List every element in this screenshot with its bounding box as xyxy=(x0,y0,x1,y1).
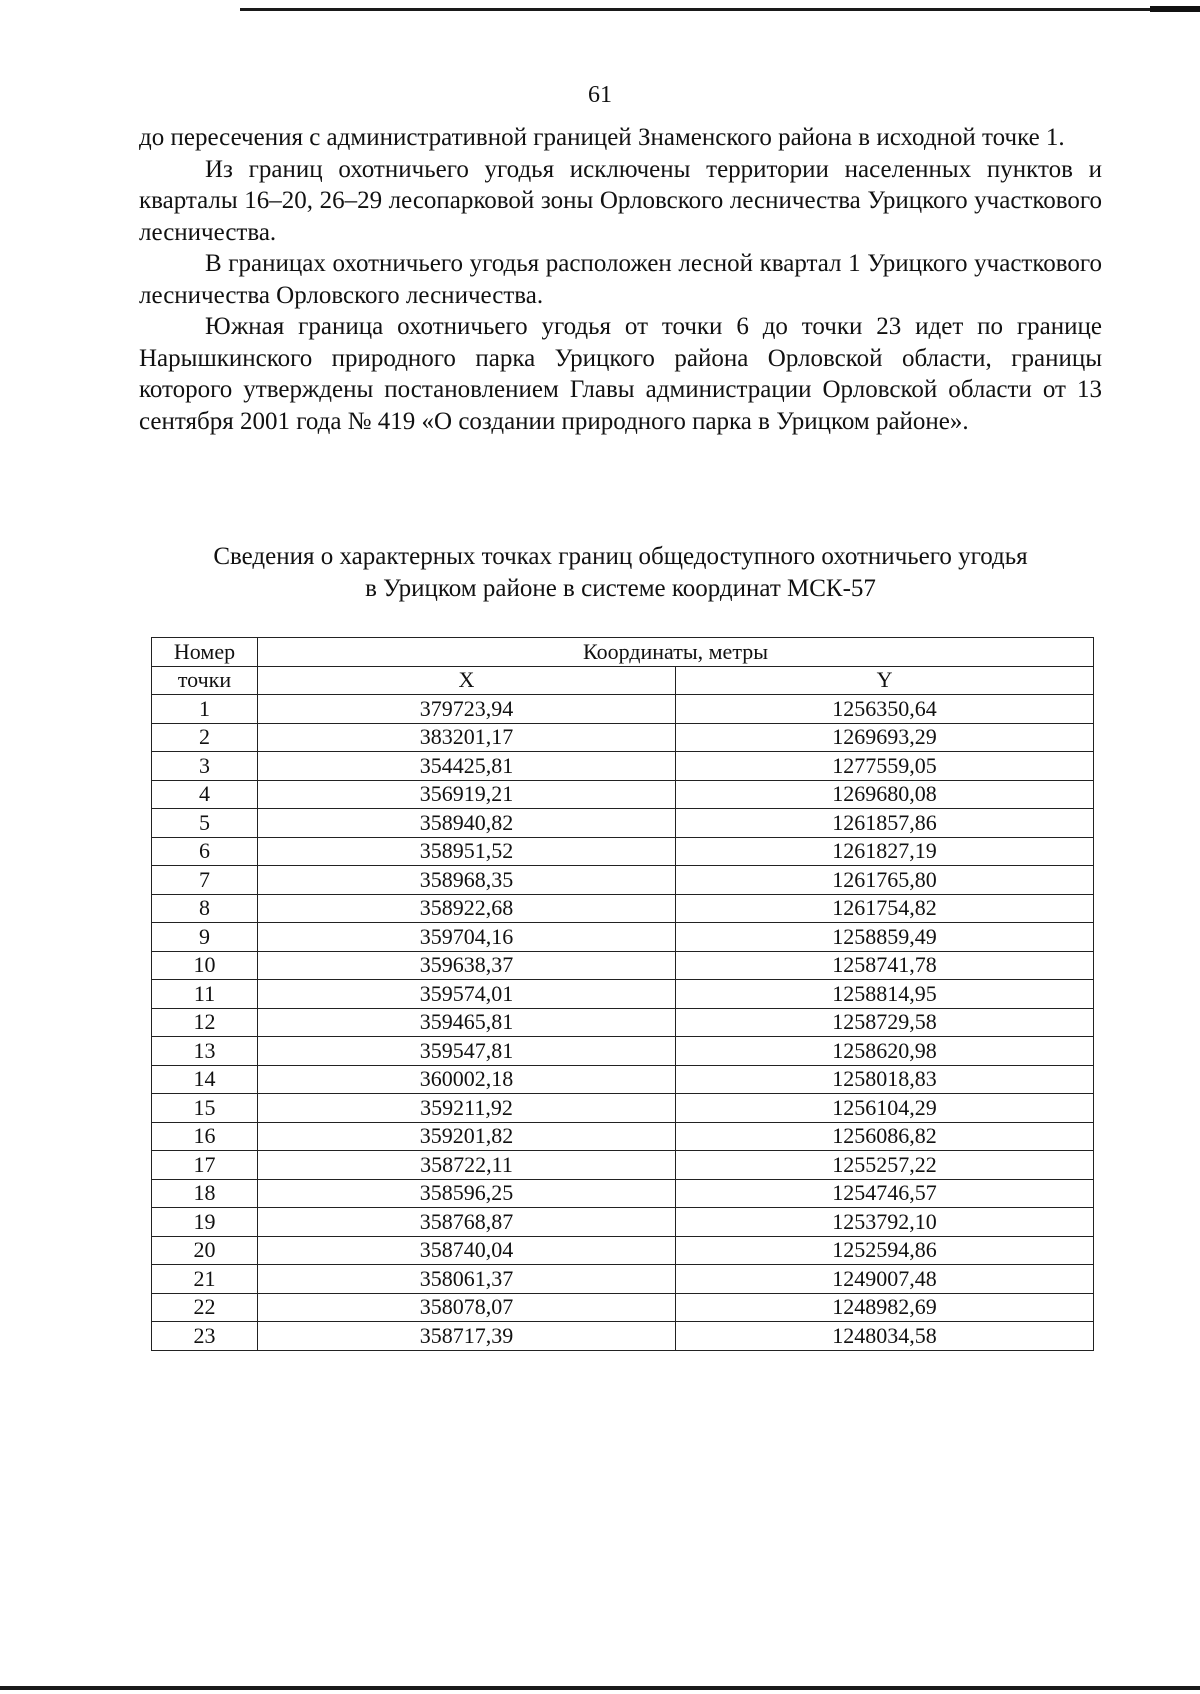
y-coordinate-cell: 1248034,58 xyxy=(676,1322,1094,1351)
header-x: X xyxy=(258,666,676,695)
point-number-cell: 15 xyxy=(152,1094,258,1123)
y-coordinate-cell: 1258741,78 xyxy=(676,951,1094,980)
paragraph-3: В границах охотничьего угодья расположен лесной квартал 1 Урицкого участкового лесничества Орловского лесничества. xyxy=(139,250,1102,309)
x-coordinate-cell: 383201,17 xyxy=(258,723,676,752)
x-coordinate-cell: 358717,39 xyxy=(258,1322,676,1351)
paragraph-4: Южная граница охотничьего угодья от точки 6 до точки 23 идет по границе Нарышкинского природного парка Урицкого района Орловской области, границы которого утверждены постановлением Главы администрации Орловской области от 13 сентября 2001 года № 419 «О создании природного парка в Урицком районе». xyxy=(139,313,1102,435)
y-coordinate-cell: 1253792,10 xyxy=(676,1208,1094,1237)
table-row xyxy=(152,695,1094,724)
table-body xyxy=(152,695,1094,1351)
y-coordinate-cell: 1256350,64 xyxy=(676,695,1094,724)
table-caption xyxy=(139,541,1102,605)
point-number-cell: 5 xyxy=(152,809,258,838)
point-number-cell: 7 xyxy=(152,866,258,895)
point-number-cell: 2 xyxy=(152,723,258,752)
table-row xyxy=(152,1008,1094,1037)
table-row xyxy=(152,1293,1094,1322)
table-row xyxy=(152,1122,1094,1151)
point-number-cell: 12 xyxy=(152,1008,258,1037)
x-coordinate-cell: 359201,82 xyxy=(258,1122,676,1151)
table-row xyxy=(152,1208,1094,1237)
point-number-cell: 18 xyxy=(152,1179,258,1208)
table-row xyxy=(152,1236,1094,1265)
y-coordinate-cell: 1269680,08 xyxy=(676,780,1094,809)
point-number-cell: 10 xyxy=(152,951,258,980)
table-row xyxy=(152,951,1094,980)
header-y: Y xyxy=(676,666,1094,695)
table-row xyxy=(152,837,1094,866)
x-coordinate-cell: 359547,81 xyxy=(258,1037,676,1066)
page-number: 61 xyxy=(588,82,612,108)
point-number-cell: 17 xyxy=(152,1151,258,1180)
point-number-cell: 13 xyxy=(152,1037,258,1066)
x-coordinate-cell: 360002,18 xyxy=(258,1065,676,1094)
x-coordinate-cell: 358740,04 xyxy=(258,1236,676,1265)
table-row xyxy=(152,980,1094,1009)
point-number-cell: 20 xyxy=(152,1236,258,1265)
x-coordinate-cell: 358768,87 xyxy=(258,1208,676,1237)
y-coordinate-cell: 1261857,86 xyxy=(676,809,1094,838)
table-row xyxy=(152,723,1094,752)
x-coordinate-cell: 358061,37 xyxy=(258,1265,676,1294)
x-coordinate-cell: 379723,94 xyxy=(258,695,676,724)
top-rule-end xyxy=(1150,6,1200,12)
x-coordinate-cell: 359638,37 xyxy=(258,951,676,980)
y-coordinate-cell: 1258620,98 xyxy=(676,1037,1094,1066)
y-coordinate-cell: 1258729,58 xyxy=(676,1008,1094,1037)
point-number-cell: 14 xyxy=(152,1065,258,1094)
y-coordinate-cell: 1255257,22 xyxy=(676,1151,1094,1180)
y-coordinate-cell: 1248982,69 xyxy=(676,1293,1094,1322)
x-coordinate-cell: 359574,01 xyxy=(258,980,676,1009)
table-row xyxy=(152,923,1094,952)
table-row xyxy=(152,752,1094,781)
paragraph-2: Из границ охотничьего угодья исключены территории населенных пунктов и кварталы 16–20, 26–29 лесопарковой зоны Орловского лесничества Урицкого участкового лесничества. xyxy=(139,155,1102,246)
x-coordinate-cell: 358722,11 xyxy=(258,1151,676,1180)
body-text xyxy=(139,122,1102,437)
table-row xyxy=(152,1322,1094,1351)
point-number-cell: 16 xyxy=(152,1122,258,1151)
header-point-number-top: Номер xyxy=(152,638,258,667)
header-coordinates: Координаты, метры xyxy=(258,638,1094,667)
x-coordinate-cell: 358078,07 xyxy=(258,1293,676,1322)
x-coordinate-cell: 359465,81 xyxy=(258,1008,676,1037)
x-coordinate-cell: 358968,35 xyxy=(258,866,676,895)
y-coordinate-cell: 1254746,57 xyxy=(676,1179,1094,1208)
x-coordinate-cell: 358922,68 xyxy=(258,894,676,923)
y-coordinate-cell: 1252594,86 xyxy=(676,1236,1094,1265)
x-coordinate-cell: 359704,16 xyxy=(258,923,676,952)
x-coordinate-cell: 356919,21 xyxy=(258,780,676,809)
table-caption-line-1: Сведения о характерных точках границ общедоступного охотничьего угодья xyxy=(213,543,1028,570)
table-row xyxy=(152,1151,1094,1180)
table-row xyxy=(152,1037,1094,1066)
point-number-cell: 1 xyxy=(152,695,258,724)
table-row xyxy=(152,866,1094,895)
y-coordinate-cell: 1258859,49 xyxy=(676,923,1094,952)
point-number-cell: 9 xyxy=(152,923,258,952)
table-header-row-1 xyxy=(152,638,1094,667)
y-coordinate-cell: 1261765,80 xyxy=(676,866,1094,895)
y-coordinate-cell: 1256104,29 xyxy=(676,1094,1094,1123)
x-coordinate-cell: 358951,52 xyxy=(258,837,676,866)
top-rule xyxy=(240,8,1200,11)
table-row xyxy=(152,780,1094,809)
table-row xyxy=(152,1094,1094,1123)
point-number-cell: 19 xyxy=(152,1208,258,1237)
y-coordinate-cell: 1258814,95 xyxy=(676,980,1094,1009)
paragraph-1: до пересечения с административной границей Знаменского района в исходной точке 1. xyxy=(139,124,1065,151)
x-coordinate-cell: 354425,81 xyxy=(258,752,676,781)
x-coordinate-cell: 358596,25 xyxy=(258,1179,676,1208)
y-coordinate-cell: 1261754,82 xyxy=(676,894,1094,923)
y-coordinate-cell: 1269693,29 xyxy=(676,723,1094,752)
coordinates-table xyxy=(151,637,1094,1351)
y-coordinate-cell: 1261827,19 xyxy=(676,837,1094,866)
bottom-rule xyxy=(0,1686,1200,1690)
table-row xyxy=(152,1265,1094,1294)
point-number-cell: 6 xyxy=(152,837,258,866)
y-coordinate-cell: 1258018,83 xyxy=(676,1065,1094,1094)
table-header-row-2 xyxy=(152,666,1094,695)
x-coordinate-cell: 358940,82 xyxy=(258,809,676,838)
point-number-cell: 11 xyxy=(152,980,258,1009)
point-number-cell: 23 xyxy=(152,1322,258,1351)
y-coordinate-cell: 1256086,82 xyxy=(676,1122,1094,1151)
point-number-cell: 22 xyxy=(152,1293,258,1322)
x-coordinate-cell: 359211,92 xyxy=(258,1094,676,1123)
table-row xyxy=(152,809,1094,838)
table-caption-line-2: в Урицком районе в системе координат МСК-57 xyxy=(365,575,876,602)
point-number-cell: 4 xyxy=(152,780,258,809)
y-coordinate-cell: 1249007,48 xyxy=(676,1265,1094,1294)
header-point-number-bottom: точки xyxy=(152,666,258,695)
point-number-cell: 3 xyxy=(152,752,258,781)
table-row xyxy=(152,1065,1094,1094)
table-row xyxy=(152,1179,1094,1208)
point-number-cell: 8 xyxy=(152,894,258,923)
table-row xyxy=(152,894,1094,923)
point-number-cell: 21 xyxy=(152,1265,258,1294)
y-coordinate-cell: 1277559,05 xyxy=(676,752,1094,781)
